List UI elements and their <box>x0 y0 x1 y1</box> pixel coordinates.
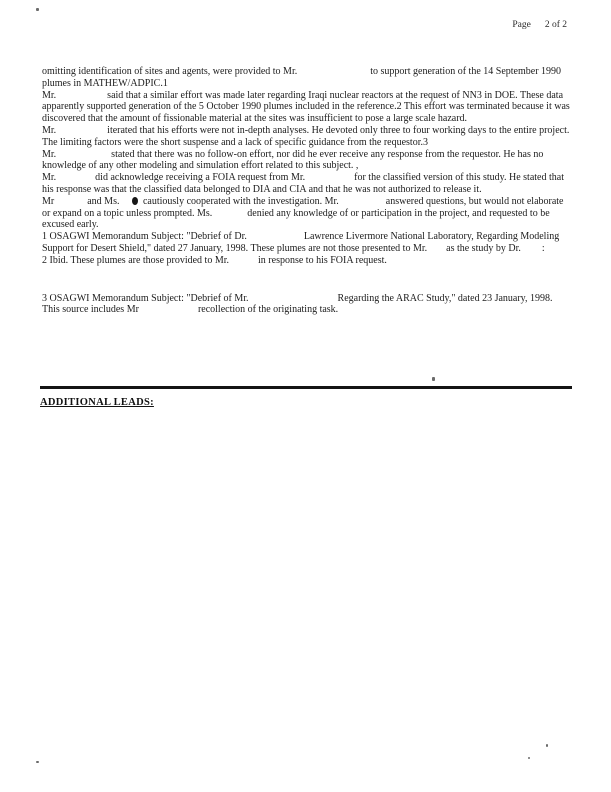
text-run: for the classified version of this study. He stated that his response was that the classified data belonged to DIA and CIA and that he was not authorized to release it. <box>42 172 564 195</box>
footnote-2 <box>42 255 572 267</box>
redaction-gap <box>430 250 444 251</box>
document-body <box>42 66 572 316</box>
text-run: to support generation of the 14 September 1990 plumes in MATHEW/ADPIC.1 <box>42 66 562 89</box>
text-run: cautiously cooperated with the investigation. Mr. <box>142 195 339 207</box>
redaction-gap <box>59 132 105 133</box>
text-run: Mr. <box>42 89 57 101</box>
text-run: 3 OSAGWI Memorandum Subject: "Debrief of Mr. <box>42 292 249 304</box>
scan-artifact <box>36 8 39 11</box>
text-run: recollection of the originating task. <box>197 304 339 316</box>
additional-leads-heading: ADDITIONAL LEADS: <box>40 397 154 408</box>
text-run: denied any knowledge of or participation in the project, and requested to be excused early. <box>42 207 550 231</box>
text-run: as the study by Dr. <box>446 242 521 254</box>
text-run: said that a similar effort was made later regarding Iraqi nuclear reactors at the request of NN3 in DOE. These data apparently supported generation of the 5 October 1990 plumes included in the reference.2 This effort was terminated because it was discovered that the amount of fissionable material at the sites was insufficient to pose a large scale hazard. <box>42 89 570 125</box>
footnote-3 <box>42 293 572 317</box>
redaction-gap <box>249 238 301 239</box>
text-run: Mr <box>42 195 55 207</box>
page-header-label: Page <box>512 20 531 30</box>
redaction-gap <box>215 215 245 216</box>
ink-blot <box>132 197 138 205</box>
redaction-gap <box>122 203 130 204</box>
page-header <box>512 20 567 30</box>
paragraph-continuation <box>42 66 572 90</box>
redaction-gap <box>300 73 368 74</box>
paragraph-not-in-depth <box>42 125 572 149</box>
text-run: and Ms. <box>87 195 120 207</box>
text-run: Lawrence Livermore National Laboratory, Regarding Modeling Support for Desert Shield," dated 27 January, 1998. These plumes are not those presented to Mr. <box>42 231 560 254</box>
redaction-gap <box>251 300 335 301</box>
text-run: did acknowledge receiving a FOIA request from Mr. <box>95 172 306 184</box>
scan-artifact <box>546 744 548 747</box>
text-run: in response to his FOIA request. <box>258 254 387 266</box>
redaction-gap <box>523 250 539 251</box>
text-run: Regarding the ARAC Study," dated 23 January, 1998. This source includes Mr <box>42 292 553 316</box>
redaction-gap <box>59 156 109 157</box>
paragraph-no-follow-on <box>42 149 572 173</box>
paragraph-similar-effort <box>42 90 572 125</box>
paragraph-cooperation <box>42 196 572 231</box>
scan-artifact <box>432 377 435 381</box>
redaction-gap <box>232 262 256 263</box>
text-run: : <box>541 242 545 254</box>
scan-artifact <box>528 757 530 759</box>
text-run: omitting identification of sites and agents, were provided to Mr. <box>42 66 298 77</box>
redaction-gap <box>141 311 195 312</box>
text-run: Mr. <box>42 148 57 160</box>
text-run: answered questions, but would not elaborate or expand on a topic unless prompted. Ms. <box>42 195 564 219</box>
scan-artifact <box>36 761 39 763</box>
additional-leads-section <box>40 386 572 410</box>
text-run: iterated that his efforts were not in-depth analyses. He devoted only three to four working days to the entire project. The limiting factors were the short suspense and a lack of specific guidance from the requestor.3 <box>42 124 570 148</box>
text-run: Mr. <box>42 172 57 184</box>
text-run: 2 Ibid. These plumes are those provided to Mr. <box>42 254 230 266</box>
paragraph-foia-request <box>42 172 572 196</box>
text-run: 1 OSAGWI Memorandum Subject: "Debrief of Dr. <box>42 231 247 243</box>
text-run: stated that there was no follow-on effort, nor did he ever receive any response from the requestor. He has no knowledge of any other modeling and simulation effort related to this subject. , <box>42 148 544 172</box>
redaction-gap <box>59 97 105 98</box>
redaction-gap <box>341 203 383 204</box>
redaction-gap <box>59 179 93 180</box>
redaction-gap <box>57 203 85 204</box>
redaction-gap <box>308 179 352 180</box>
footnote-1 <box>42 231 572 255</box>
page-number: 2 of 2 <box>544 20 567 30</box>
text-run: Mr. <box>42 124 57 136</box>
